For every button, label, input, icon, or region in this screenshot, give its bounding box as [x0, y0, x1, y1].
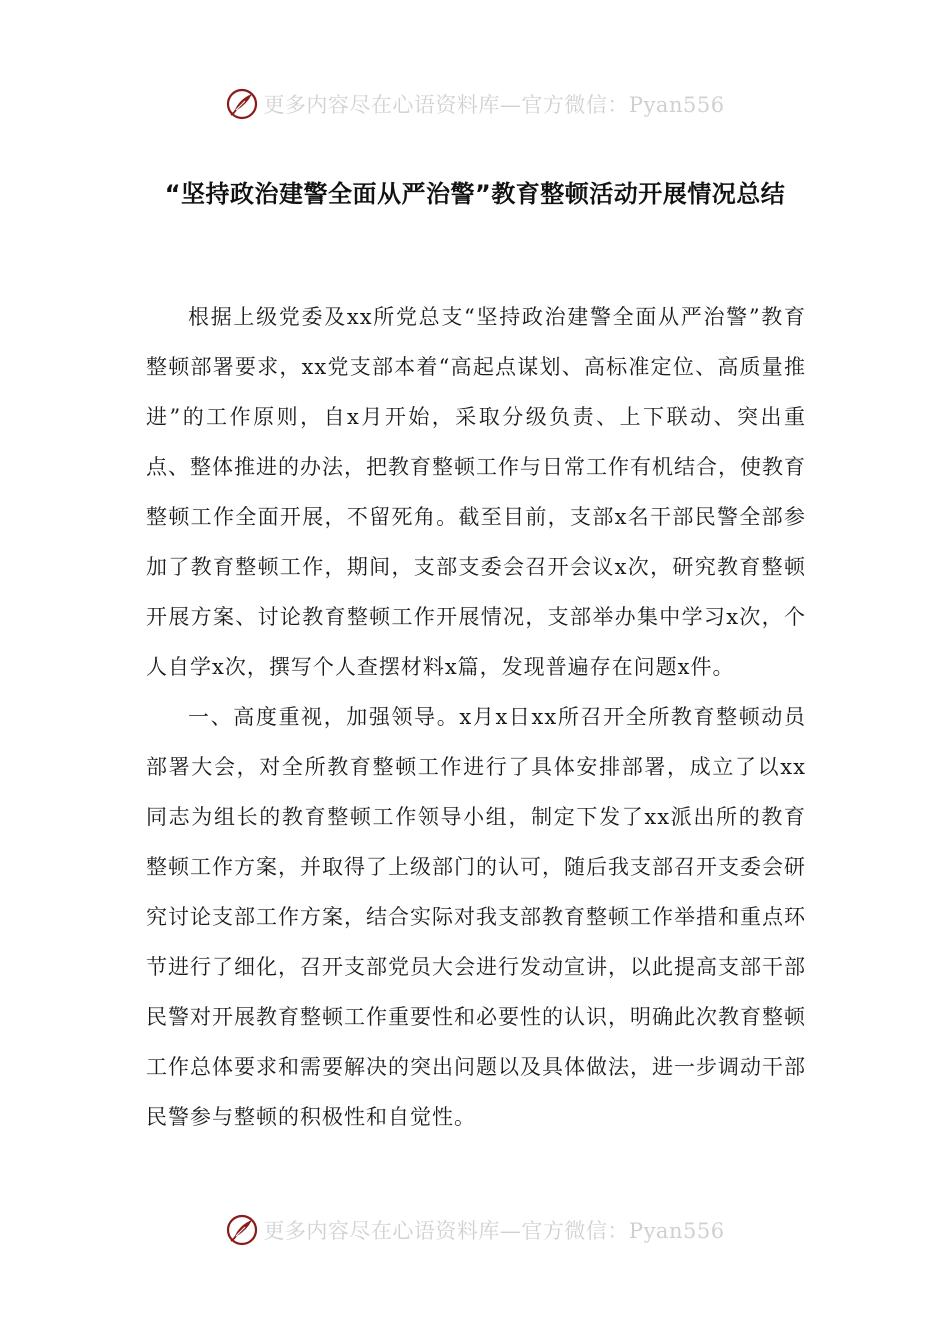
quill-logo-icon	[225, 1213, 259, 1247]
header-watermark-text: 更多内容尽在心语资料库—官方微信：Pyan556	[263, 93, 725, 117]
paragraph-section-1: 一、高度重视，加强领导。x月x日xx所召开全所教育整顿动员部署大会，对全所教育整顿工作进行了具体安排部署，成立了以xx同志为组长的教育整顿工作领导小组，制定下发了xx派出所的教育整顿工作方案，并取得了上级部门的认可，随后我支部召开支委会研究讨论支部工作方案，结合实际对我支部教育整顿工作举措和重点环节进行了细化，召开支部党员大会进行发动宣讲，以此提高支部干部民警对开展教育整顿工作重要性和必要性的认识，明确此次教育整顿工作总体要求和需要解决的突出问题以及具体做法，进一步调动干部民警参与整顿的积极性和自觉性。	[146, 705, 806, 1129]
header-watermark-banner	[0, 84, 950, 124]
footer-watermark-text: 更多内容尽在心语资料库—官方微信：Pyan556	[263, 1219, 725, 1243]
footer-watermark-banner	[0, 1210, 950, 1250]
quill-logo-icon	[225, 87, 259, 121]
document-title: “坚持政治建警全面从严治警”教育整顿活动开展情况总结	[164, 180, 786, 208]
document-body	[146, 292, 806, 1142]
paragraph-intro: 根据上级党委及xx所党总支“坚持政治建警全面从严治警”教育整顿部署要求，xx党支部本着“高起点谋划、高标准定位、高质量推进”的工作原则，自x月开始，采取分级负责、上下联动、突出重点、整体推进的办法，把教育整顿工作与日常工作有机结合，使教育整顿工作全面开展，不留死角。截至目前，支部x名干部民警全部参加了教育整顿工作，期间，支部支委会召开会议x次，研究教育整顿开展方案、讨论教育整顿工作开展情况，支部举办集中学习x次，个人自学x次，撰写个人查摆材料x篇，发现普遍存在问题x件。	[146, 305, 806, 679]
